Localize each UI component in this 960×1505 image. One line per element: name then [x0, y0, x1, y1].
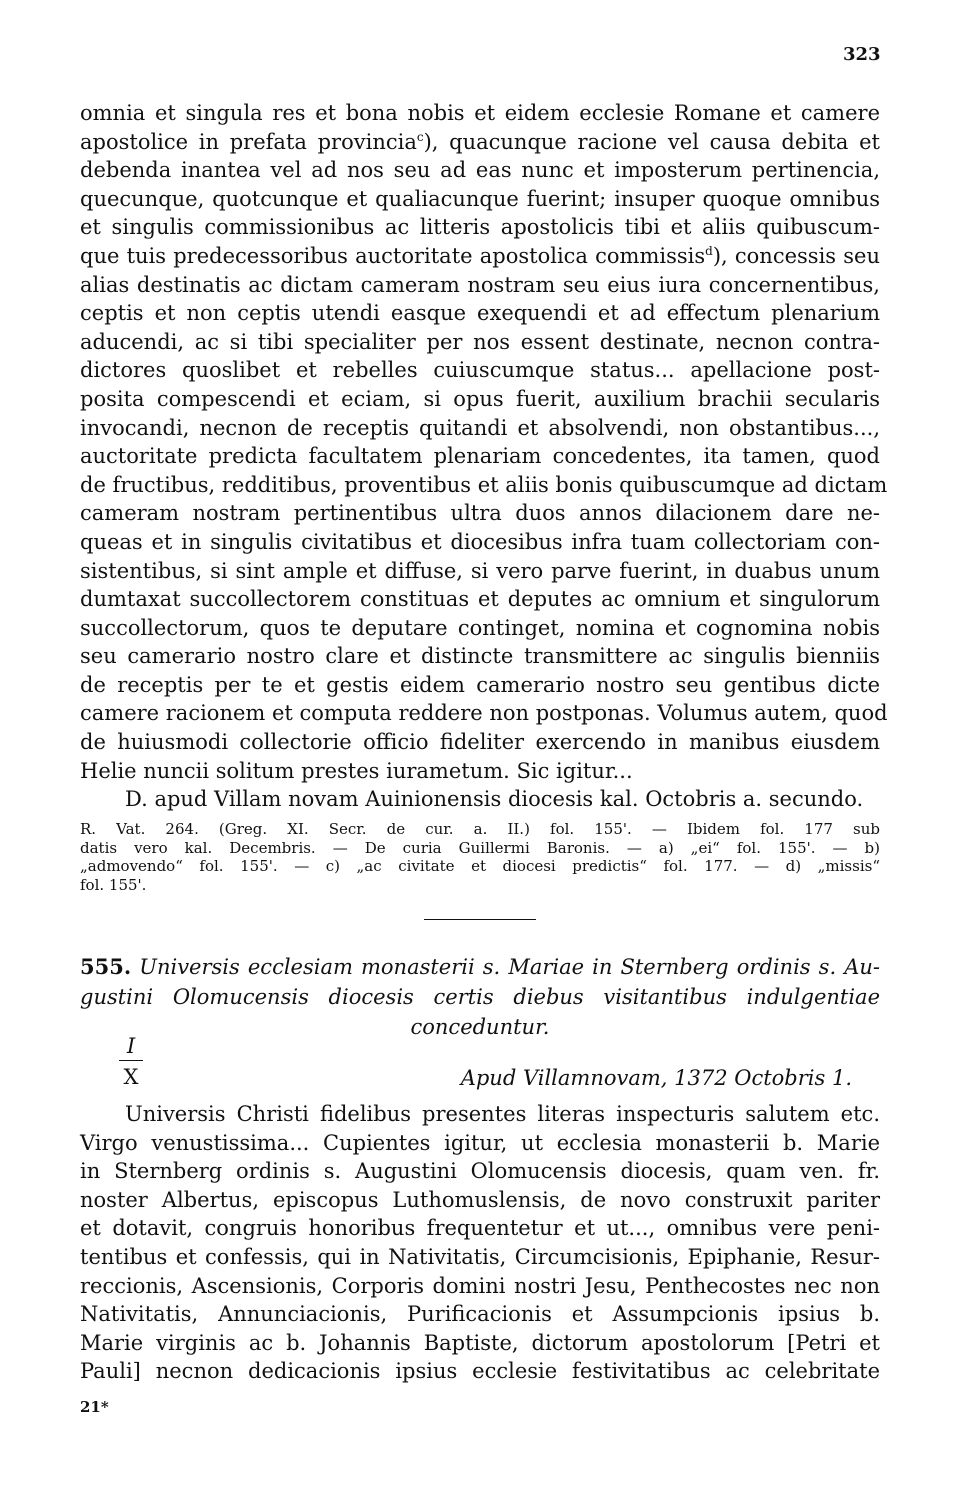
text-line: alias destinatis ac dictam cameram nostram seu eius iura concernentibus, [80, 272, 880, 297]
text-line: debenda inantea vel ad nos seu ad eas nunc et imposterum pertinencia, [80, 158, 880, 183]
text-line-with-footnote-c [80, 128, 880, 157]
text-line: queas et in singulis civitatibus et diocesibus infra tuam collectoriam con- [80, 529, 880, 554]
text-line: et singulis commissionibus ac litteris apostolicis tibi et aliis quibuscum- [80, 215, 880, 240]
text-line: omnia et singula res et bona nobis et eidem ecclesie Romane et camere [80, 101, 880, 125]
text-fragment: que tuis predecessoribus auctoritate apostolica commissis [80, 243, 706, 268]
second-text [80, 1100, 880, 1386]
text-line: tentibus et confessis, qui in Nativitatis, Circumcisionis, Epiphanie, Resur- [80, 1244, 880, 1269]
text-line: noster Albertus, episcopus Luthomuslensis, de novo construxit pariter [80, 1187, 880, 1212]
text-line: invocandi, necnon de receptis quitandi et absolvendi, non obstantibus..., [80, 415, 880, 440]
text-line: auctoritate predicta facultatem plenariam concedentes, ita tamen, quod [80, 444, 880, 469]
signature-mark: 21* [80, 1398, 109, 1416]
text-line: dumtaxat succollectorem constituas et deputes ac omnium et singulorum [80, 587, 880, 612]
dating-line: D. apud Villam novam Auinionensis diocesis kal. Octobris a. secundo. [125, 787, 864, 812]
footnote-ref-d: d [705, 243, 713, 258]
text-line: Helie nuncii solitum prestes iurametum. Sic igitur... [80, 758, 633, 783]
text-fragment: apostolice in prefata provincia [80, 129, 417, 154]
text-line: seu camerario nostro clare et distincte transmittere ac singulis bienniis [80, 644, 880, 669]
text-line: cameram nostram pertinentibus ultra duos annos dilacionem dare ne- [80, 501, 880, 526]
register-mark [119, 1034, 143, 1089]
source-note-line: fol. 155'. [80, 875, 147, 894]
text-line: quecunque, quotcunque et qualiacunque fuerint; insuper quoque omnibus [80, 186, 880, 211]
text-line: camere racionem et computa reddere non postponas. Volumus autem, quod [80, 701, 888, 726]
text-line-with-footnote-d [80, 242, 880, 271]
document-number: 555. [80, 954, 132, 979]
text-line: ceptis et non ceptis utendi easque exequendi et ad effectum plenarium [80, 301, 880, 326]
text-line: Virgo venustissima... Cupientes igitur, ut ecclesia monasterii b. Marie [80, 1130, 880, 1155]
main-text [80, 99, 888, 814]
document-title-line: conceduntur. [410, 1015, 550, 1039]
source-note-line: „admovendo“ fol. 155'. — c) „ac civitate et diocesi predictis“ fol. 177. — d) „missis“ [80, 857, 880, 875]
source-note-line: datis vero kal. Decembris. — De curia Guillermi Baronis. — a) „ei“ fol. 155'. — b) [80, 838, 880, 857]
dating-block [80, 1034, 880, 1094]
text-line: de huiusmodi collectorie officio fideliter exercendo in manibus eiusdem [80, 730, 880, 755]
text-line: posita compescendi et eciam, si opus fuerit, auxilium brachii secularis [80, 386, 880, 411]
document-heading [80, 952, 880, 1042]
text-fragment: ), quacunque racione vel causa debita et [423, 129, 880, 154]
text-line: Marie virginis ac b. Johannis Baptiste, dictorum apostolorum [Petri et [80, 1330, 880, 1355]
text-line: et dotavit, congruis honoribus frequentetur et ut..., omnibus vere peni- [80, 1216, 880, 1241]
page-number: 323 [843, 44, 881, 65]
text-fragment: ), concessis seu [712, 243, 880, 268]
text-line: sistentibus, si sint ample et diffuse, si vero parve fuerint, in duabus unum [80, 558, 880, 583]
source-note [80, 820, 880, 894]
text-line: dictores quoslibet et rebelles cuiuscumque status... apellacione post- [80, 358, 880, 383]
text-line: de receptis per te et gestis eidem camerario nostro seu gentibus dicte [80, 672, 880, 697]
register-mark-top: I [126, 1034, 136, 1058]
text-line: Nativitatis, Annunciacionis, Purificacionis et Assumpcionis ipsius b. [80, 1302, 880, 1327]
text-line: Pauli] necnon dedicacionis ipsius ecclesie festivitatibus ac celebritate [80, 1359, 880, 1384]
document-title-part: Universis ecclesiam monasterii s. Mariae in Sternberg ordinis s. Au- [139, 955, 880, 979]
section-divider [424, 919, 536, 920]
register-mark-bottom: X [123, 1065, 139, 1089]
text-line: Universis Christi fidelibus presentes literas inspecturis salutem etc. [125, 1102, 880, 1126]
footnote-ref-c: c [416, 129, 424, 144]
place-date: Apud Villamnovam, 1372 Octobris 1. [460, 1066, 852, 1090]
heading-line-1 [80, 952, 880, 982]
text-line: in Sternberg ordinis s. Augustini Olomucensis diocesis, quam ven. fr. [80, 1159, 880, 1184]
text-line: reccionis, Ascensionis, Corporis domini nostri Jesu, Penthecostes nec non [80, 1273, 880, 1298]
document-title-line: gustini Olomucensis diocesis certis diebus visitantibus indulgentiae [80, 985, 880, 1009]
text-line: succollectorum, quos te deputare continget, nomina et cognomina nobis [80, 615, 880, 640]
text-line: aducendi, ac si tibi specialiter per nos essent destinate, necnon contra- [80, 329, 880, 354]
text-line: de fructibus, redditibus, proventibus et aliis bonis quibuscumque ad dictam [80, 472, 888, 497]
source-note-line: R. Vat. 264. (Greg. XI. Secr. de cur. a. II.) fol. 155'. — Ibidem fol. 177 sub [80, 820, 880, 838]
register-mark-bar [119, 1060, 143, 1061]
